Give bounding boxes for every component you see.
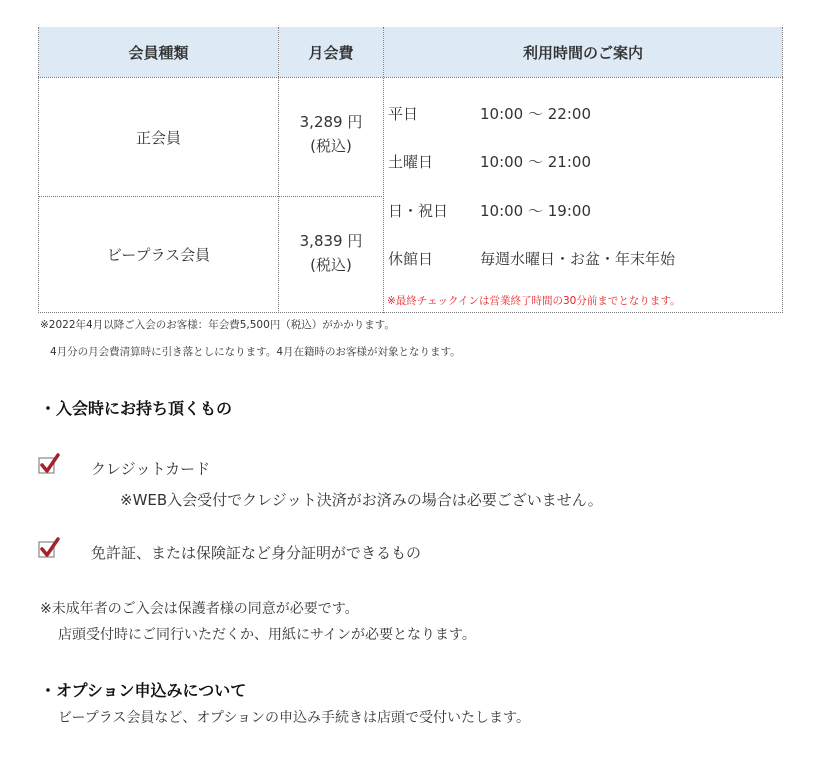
bring-item-note: ※WEB入会受付でクレジット決済がお済みの場合は必要ございません。 [120, 491, 603, 509]
fee-bplus [279, 197, 383, 309]
checkbox-checked-icon [38, 537, 60, 559]
option-heading: ・オプション申込みについて [40, 681, 247, 700]
annual-fee-detail: 4月分の月会費清算時に引き落としになります。4月在籍時のお客様が対象となります。 [50, 346, 461, 358]
schedule-day: 土曜日 [388, 153, 434, 171]
member-type-regular: 正会員 [135, 128, 181, 147]
fee-regular [279, 78, 383, 190]
membership-table [38, 27, 783, 313]
header-member-type: 会員種類 [39, 27, 278, 77]
bring-heading: ・入会時にお持ち頂くもの [40, 399, 233, 418]
header-monthly-fee: 月会費 [279, 27, 383, 77]
minor-note-detail: 店頭受付時にご同行いただくか、用紙にサインが必要となります。 [58, 627, 476, 643]
schedule-day: 休館日 [388, 250, 434, 268]
minor-note: ※未成年者のご入会は保護者様の同意が必要です。 [40, 601, 359, 617]
schedule-time: 毎週水曜日・お盆・年末年始 [480, 250, 676, 268]
member-type-bplus: ビープラス会員 [106, 246, 211, 264]
schedule-time: 10:00 ～ 21:00 [480, 153, 591, 171]
header-usage-hours: 利用時間のご案内 [384, 27, 782, 77]
bring-item-label: 免許証、または保険証など身分証明ができるもの [91, 544, 422, 562]
table-divider [383, 27, 384, 313]
checkin-note: ※最終チェックインは営業終了時間の30分前までとなります。 [387, 295, 681, 307]
fee-amount: 3,839 円 [299, 232, 363, 250]
annual-fee-note: ※2022年4月以降ご入会のお客様：年会費5,500円（税込）がかかります。 [40, 319, 395, 331]
fee-amount: 3,289 円 [299, 113, 363, 131]
option-text: ビープラス会員など、オプションの申込み手続きは店頭で受付いたします。 [58, 710, 530, 726]
schedule-day: 日・祝日 [388, 202, 449, 220]
schedule-time: 10:00 ～ 22:00 [480, 105, 591, 123]
fee-tax: (税込) [310, 256, 352, 274]
checkbox-checked-icon [38, 453, 60, 475]
fee-tax: (税込) [310, 137, 352, 155]
schedule-time: 10:00 ～ 19:00 [480, 202, 591, 220]
schedule-day: 平日 [388, 105, 419, 123]
bring-item-label: クレジットカード [91, 460, 211, 478]
